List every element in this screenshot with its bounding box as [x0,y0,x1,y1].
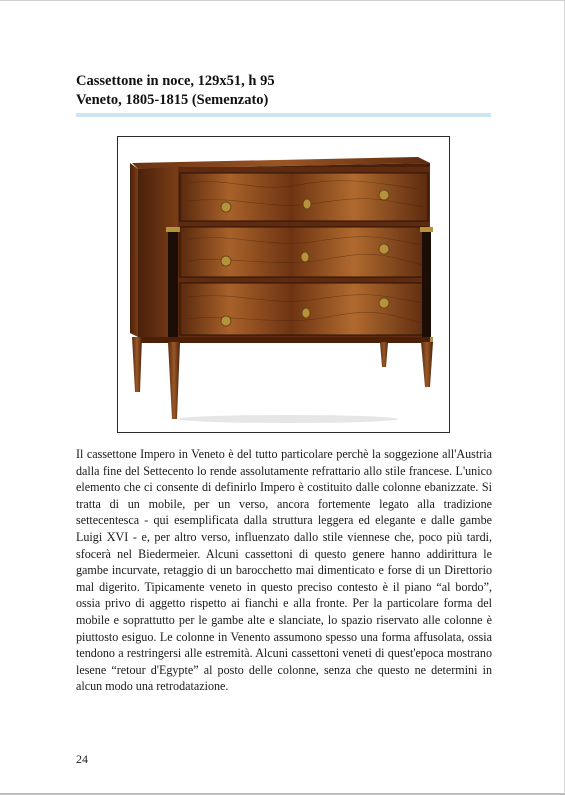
title-line-1: Cassettone in noce, 129x51, h 95 [76,73,275,89]
page-title [76,72,496,110]
title-underline [76,113,491,117]
body-paragraph: Il cassettone Impero in Veneto è del tutto particolare perchè la soggezione all'Austria dalla fine del Settecento lo rende assolutamente refrattario allo stile francese. L'unico elemento che ci consente di definirlo Impero è costituito dalle colonne ebanizzate. Si tratta di un mobile, per un verso, ancora fortemente legato alla tradizione settecentesca - qui esemplificata dalla struttura leggera ed elegante e dalle gambe Luigi XVI - e, per altro verso, influenzato dallo stile viennese che, poco più tardi, sfocerà nel Biedermeier. Alcuni cassettoni di questo genere hanno addirittura le gambe incurvate, retaggio di un barocchetto mai dimenticato e forse di un Direttorio mal digerito. Tipicamente veneto in questo preciso contesto è il piano “al bordo”, ossia privo di aggetto rispetto ai fianchi e alla fronte. Per la particolare forma del mobile e soprattutto per le gambe alte e slanciate, lo spazio riservato alle colonne è piuttosto esiguo. Le colonne in Venento assumono spesso una forma affusolata, ossia tendono a restringersi alle estremità. Alcuni cassettoni veneti di quest'epoca mostrano lesene “retour d'Egypte” al posto delle colonne, senza che questo ne determini in alcun modo una retrodatazione. [76,447,492,694]
page-number: 24 [76,752,88,766]
chest-of-drawers-photo-icon [118,137,449,432]
furniture-photo [117,136,450,433]
page-edge-top [0,0,565,1]
title-line-2: Veneto, 1805-1815 (Semenzato) [76,92,269,108]
